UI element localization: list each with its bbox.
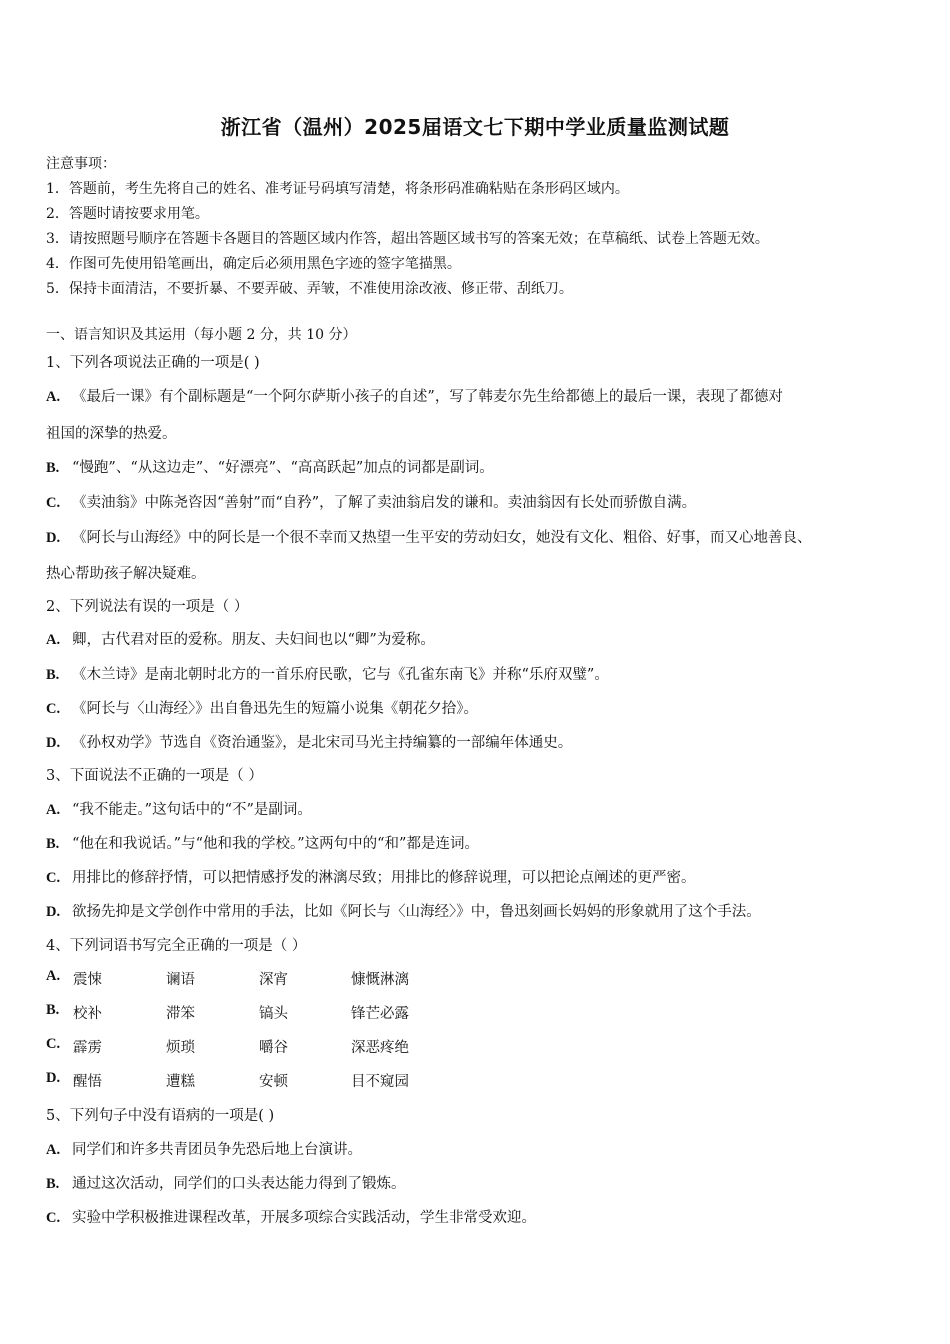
option-letter: A. xyxy=(46,802,61,818)
option-text: 《孙权劝学》节选自《资治通鉴》，是北宋司马光主持编纂的一部编年体通史。 xyxy=(72,735,573,751)
word-item: 震悚 xyxy=(73,972,102,988)
question-5-option-c xyxy=(46,1206,536,1227)
option-letter: C. xyxy=(46,495,61,511)
notice-item: 2．答题时请按要求用笔。 xyxy=(46,206,209,222)
page-title: 浙江省（温州）2025届语文七下期中学业质量监测试题 xyxy=(220,115,730,139)
option-letter: B. xyxy=(46,1002,60,1018)
question-1-option-b xyxy=(46,456,494,477)
notice-item: 3．请按照题号顺序在答题卡各题目的答题区域内作答，超出答题区域书写的答案无效；在草稿纸、试卷上答题无效。 xyxy=(46,231,769,247)
question-1-stem: 1、下列各项说法正确的一项是( ) xyxy=(46,355,260,371)
question-5-option-a xyxy=(46,1138,362,1159)
question-2-stem: 2、下列说法有误的一项是（ ） xyxy=(46,599,249,615)
word-item: 锋芒必露 xyxy=(351,1006,409,1022)
option-text: “他在和我说话。”与“他和我的学校。”这两句中的“和”都是连词。 xyxy=(72,836,479,852)
option-text: “慢跑”、“从这边走”、“好漂亮”、“高高跃起”加点的词都是副词。 xyxy=(72,460,494,476)
word-item: 校补 xyxy=(73,1006,102,1022)
option-text: 卿，古代君对臣的爱称。朋友、夫妇间也以“卿”为爱称。 xyxy=(72,632,435,648)
word-item: 安顿 xyxy=(259,1074,288,1090)
notice-item: 1．答题前，考生先将自己的姓名、准考证号码填写清楚，将条形码准确粘贴在条形码区域内。 xyxy=(46,181,629,197)
option-text: 《阿长与〈山海经〉》出自鲁迅先生的短篇小说集《朝花夕拾》。 xyxy=(72,701,478,717)
option-letter: A. xyxy=(46,1142,61,1158)
option-letter: A. xyxy=(46,968,61,984)
question-1-option-d xyxy=(46,526,812,547)
notice-item: 5．保持卡面清洁，不要折暴、不要弄破、弄皱，不准使用涂改液、修正带、刮纸刀。 xyxy=(46,281,573,297)
option-text: 《阿长与山海经》中的阿长是一个很不幸而又热望一生平安的劳动妇女，她没有文化、粗俗、好事，而又心地善良、 xyxy=(72,530,812,546)
option-text: 实验中学积极推进课程改革，开展多项综合实践活动，学生非常受欢迎。 xyxy=(72,1210,536,1226)
section-heading: 一、语言知识及其运用（每小题 2 分，共 10 分） xyxy=(46,327,357,343)
question-5-stem: 5、下列句子中没有语病的一项是( ) xyxy=(46,1108,275,1124)
option-text: 《木兰诗》是南北朝时北方的一首乐府民歌，它与《孔雀东南飞》并称“乐府双璧”。 xyxy=(72,667,609,683)
word-item: 遭糕 xyxy=(166,1074,195,1090)
option-text: 用排比的修辞抒情，可以把情感抒发的淋漓尽致；用排比的修辞说理，可以把论点阐述的更严密。 xyxy=(72,870,696,886)
option-letter: D. xyxy=(46,735,61,751)
option-text: 通过这次活动，同学们的口头表达能力得到了锻炼。 xyxy=(72,1176,406,1192)
option-letter: D. xyxy=(46,904,61,920)
word-item: 烦琐 xyxy=(166,1040,195,1056)
notice-item: 4．作图可先使用铅笔画出，确定后必须用黑色字迹的签字笔描黑。 xyxy=(46,256,461,272)
question-1-option-d-cont: 热心帮助孩子解决疑难。 xyxy=(46,566,206,582)
word-item: 目不窥园 xyxy=(351,1074,409,1090)
question-1-option-a-cont: 祖国的深挚的热爱。 xyxy=(46,426,177,442)
notice-heading: 注意事项： xyxy=(46,156,116,172)
option-letter: B. xyxy=(46,460,60,476)
option-letter: D. xyxy=(46,530,61,546)
option-letter: C. xyxy=(46,701,61,717)
option-letter: B. xyxy=(46,667,60,683)
question-4-stem: 4、下列词语书写完全正确的一项是（ ） xyxy=(46,938,307,954)
option-text: 《卖油翁》中陈尧咨因“善射”而“自矜”，了解了卖油翁启发的谦和。卖油翁因有长处而骄傲自满。 xyxy=(72,495,697,511)
option-letter: C. xyxy=(46,870,61,886)
option-letter: C. xyxy=(46,1036,61,1052)
question-5-option-b xyxy=(46,1172,406,1193)
question-3-option-b xyxy=(46,832,479,853)
option-letter: A. xyxy=(46,389,61,405)
word-item: 醒悟 xyxy=(73,1074,102,1090)
word-item: 谰语 xyxy=(166,972,195,988)
word-item: 霹雳 xyxy=(73,1040,102,1056)
word-item: 慷慨淋漓 xyxy=(351,972,409,988)
question-2-option-b xyxy=(46,663,609,684)
option-letter: D. xyxy=(46,1070,61,1086)
question-3-stem: 3、下面说法不正确的一项是（ ） xyxy=(46,768,263,784)
option-text: 欲扬先抑是文学创作中常用的手法，比如《阿长与〈山海经〉》中，鲁迅刻画长妈妈的形象就用了这个手法。 xyxy=(72,904,761,920)
option-letter: B. xyxy=(46,1176,60,1192)
question-2-option-d xyxy=(46,731,572,752)
question-3-option-c xyxy=(46,866,696,887)
question-2-option-a xyxy=(46,628,435,649)
option-letter: A. xyxy=(46,632,61,648)
word-item: 深宵 xyxy=(259,972,288,988)
option-text: 《最后一课》有个副标题是“一个阿尔萨斯小孩子的自述”，写了韩麦尔先生给都德上的最后一课，表现了都德对 xyxy=(72,389,783,405)
option-letter: C. xyxy=(46,1210,61,1226)
option-text: “我不能走。”这句话中的“不”是副词。 xyxy=(72,802,312,818)
word-item: 滞笨 xyxy=(166,1006,195,1022)
question-3-option-a xyxy=(46,798,312,819)
word-item: 深恶疼绝 xyxy=(351,1040,409,1056)
word-item: 嚼谷 xyxy=(259,1040,288,1056)
question-3-option-d xyxy=(46,900,761,921)
option-text: 同学们和许多共青团员争先恐后地上台演讲。 xyxy=(72,1142,362,1158)
question-1-option-a xyxy=(46,385,783,406)
question-2-option-c xyxy=(46,697,478,718)
option-letter: B. xyxy=(46,836,60,852)
question-1-option-c xyxy=(46,491,696,512)
word-item: 镐头 xyxy=(259,1006,288,1022)
notice-block xyxy=(46,152,916,302)
